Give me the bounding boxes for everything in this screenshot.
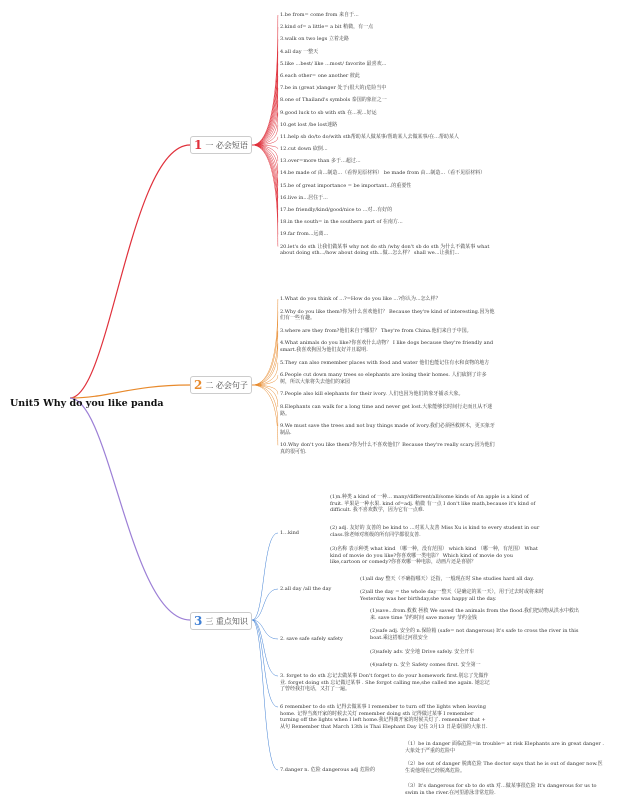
list-item: 1.be from= come from 来自于... xyxy=(280,12,359,18)
list-item: 1.What do you think of ...?=How do you like ...?你认为...怎么样？ xyxy=(280,296,441,302)
knowledge-item-kind: 1...kind xyxy=(280,530,299,536)
list-item: 10.Why don't you like them?你为什么不喜欢他们？Because they're really scary.因为他们真的很可怕. xyxy=(280,442,495,455)
knowledge-leaf: （2）be out of danger 脱离危险 The doctor says that he is out of danger now.医生说他现在已经脱离危险。 xyxy=(405,761,603,774)
phrase-list xyxy=(280,12,495,262)
knowledge-leaf: （1）be in danger 面临危险=in trouble= at risk Elephants are in great danger .大象处于严重的危险中 xyxy=(405,741,604,754)
branch-number: 2 xyxy=(194,378,203,392)
list-item: 11.help sb do/to do/with sth帮助某人做某事/帮助某人去做某事/在...帮助某人 xyxy=(280,133,459,140)
connector-line xyxy=(252,312,278,385)
list-item: 18.in the south= in the southern part of 在南方... xyxy=(280,219,403,226)
list-item: 15.be of great importance = be important...的重要性 xyxy=(280,182,412,189)
connector-line xyxy=(252,39,278,145)
list-item: 7.be in (great )danger 处于(很大的)危险当中 xyxy=(280,85,387,92)
list-item: 6.each other= one another 彼此 xyxy=(280,72,360,79)
knowledge-leaf: (1)all day 整天（不确指哪天）泛指，一般现在时 She studies hard all day. xyxy=(360,576,535,582)
knowledge-item-all-day: 2.all day /all the day xyxy=(280,586,332,592)
connector-root-branch1 xyxy=(70,145,190,398)
list-item: 3.walk on two legs 立着走路 xyxy=(280,36,349,43)
list-item: 8.Elephants can walk for a long time and never get lost.大象能够长时间行走而且从不迷路。 xyxy=(280,403,493,417)
list-item: 5.like ...best/ like ...most/ favorite 最喜欢... xyxy=(280,60,387,67)
connector-line xyxy=(252,620,278,707)
connector-line xyxy=(252,145,278,234)
knowledge-item-remember: 6 remember to do sth 记得去做某事 I remember to turn off the lights when leaving home. 记得当离开家的时候去关灯 remember doing sth 记得做过某事 I remember turning off the lights when I left home.我记得离开家的时候关灯了. remember that + 从句 Remember that March 13th is Thai Elephant Day 记住 3月13 日是泰国的大象日. xyxy=(280,704,488,730)
branch-label: 二 必会句子 xyxy=(205,380,248,390)
connector-line xyxy=(252,385,278,426)
knowledge-item-danger: 7.danger n. 危险 dangerous adj 危险的 xyxy=(280,767,375,773)
list-item: 9.good luck to sb with sth 在...祝...好运 xyxy=(280,109,377,116)
branch-knowledge[interactable] xyxy=(190,612,252,630)
connector-line xyxy=(252,620,278,676)
list-item: 14.be made of 由...制造...（看得见原材料） be made from 由...制造...（看不见原材料） xyxy=(280,170,486,177)
knowledge-leaf: （3）It's dangerous for sb to do sth 对...做某事很危险 It's dangerous for us to swim in the river.在河里游泳非常危险. xyxy=(405,783,597,796)
list-item: 6.People cut down many trees so elephants are losing their homes. 人们砍倒了许多树，所以大象将失去他们的家园 xyxy=(280,372,487,385)
sentence-list xyxy=(280,296,495,462)
list-item: 8.one of Thailand's symbols 泰国的象征之一 xyxy=(280,97,387,104)
branch-sentences[interactable] xyxy=(190,376,252,394)
connector-line xyxy=(252,620,278,770)
connector-root-branch2 xyxy=(70,385,190,398)
list-item: 19.far from...远离... xyxy=(280,231,329,238)
list-item: 17.be friendly/kind/good/nice to ...对...有好的 xyxy=(280,207,393,213)
branch-number: 1 xyxy=(194,138,203,152)
list-item: 4.all day 一整天 xyxy=(280,48,319,55)
connector-line xyxy=(252,27,278,145)
branch-phrases[interactable] xyxy=(190,136,252,154)
knowledge-item-forget: 3. forget to do sth 忘记去做某事 Don't forget to do your homework first.别忘了先做作业. forget doing sth 忘记做过某事 . She forgot calling me,she called me again. 她忘记了曾经我打电话，又打了一遍。 xyxy=(280,673,490,693)
knowledge-leaf: (3)safely adv. 安全地 Drive safely. 安全开车 xyxy=(370,649,475,655)
list-item: 5.They can also remember places with food and water 他们也能记住有水和食物的地方 xyxy=(280,359,490,366)
list-item: 13.over=more than 多于...超过... xyxy=(280,158,361,165)
branch-label: 三 重点知识 xyxy=(205,616,248,626)
list-item: 3.where are they from?他们来自于哪里？ They're from China.他们来自于中国。 xyxy=(280,327,472,334)
list-item: 10.get lost /be lost迷路 xyxy=(280,121,338,128)
root-topic: Unit5 Why do you like panda xyxy=(10,398,164,409)
connector-line xyxy=(252,533,278,620)
list-item: 7.People also kill elephants for their ivory. 人们也因为他们的象牙捕杀大象。 xyxy=(280,391,464,398)
connector-line xyxy=(252,589,278,620)
connector-root-branch3 xyxy=(70,398,190,620)
branch-label: 一 必会短语 xyxy=(205,140,248,150)
branch-number: 3 xyxy=(194,614,203,628)
knowledge-leaf: (4)safety n. 安全 Safety comes first. 安全第一 xyxy=(370,662,481,668)
knowledge-leaf: (2) adj. 友好的 友善的 be kind to ...对某人友善 Miss Xu is kind to every student in our class.徐老师对班级的所有同学都很友善. xyxy=(330,525,540,538)
knowledge-leaf: (2)safe adj. 安全的 n.保险箱 (safe= not dangerous) It's safe to cross the river in this boat.乘这搭船过河很安全 xyxy=(370,628,579,641)
connector-line xyxy=(252,385,278,445)
knowledge-leaf: (1)n.种类 a kind of 一种... many/different/all/some kinds of An apple is a kind of fruit. 苹果是一种水果. kind of=adj. 稍微 有一点 I don't like math,because it's kind of difficult. 我不喜欢数学，因为它有一点难. xyxy=(330,494,536,514)
knowledge-leaf: (3)名称 表示种类 what kind （哪一种，没有范围） which kind （哪一种，有范围） What kind of movie do you like?你喜欢哪一类电影？ Which kind of movie do you like,cartoon or comedy?你喜欢哪一种电影，动画片还是喜剧？ xyxy=(330,546,538,566)
list-item: 20.let's do sth 让我们做某事 why not do sth /why don't sb do sth 为什么不做某事 what about doing sth.../how about doing sth...做...怎么样？ shall we...让我们... xyxy=(280,243,490,257)
knowledge-item-save: 2. save safe safely safety xyxy=(280,636,343,642)
connector-line xyxy=(252,299,278,385)
list-item: 12.cut down 砍倒... xyxy=(280,146,328,153)
list-item: 2.Why do you like them?你为什么喜欢他们？ Because they're kind of interesting.因为他们有一些有趣。 xyxy=(280,308,495,322)
connector-line xyxy=(252,15,278,145)
list-item: 9.We must save the trees and not buy things made of ivory.我们必须拯救树木，更买象牙制品. xyxy=(280,423,495,436)
list-item: 2.kind of= a little= a bit 稍微，有一点 xyxy=(280,24,374,31)
list-item: 16.live in...居住于... xyxy=(280,194,328,201)
knowledge-leaf: (1)save...from.救救 拯救 We saved the animals from the flood.我们把动物从洪水中救出来. save time 节约时间 save money 节约金钱 xyxy=(370,608,579,621)
list-item: 4.What animals do you like?你喜欢什么动物？ I like dogs because they're friendly and smart.我喜欢狗因为他们友好并且聪明. xyxy=(280,340,494,353)
knowledge-leaf: (2)all the day = the whole day一整天（是确定的某一天），用于过去时或将来时 Yesterday was her birthday,she was happy all the day. xyxy=(360,589,544,602)
